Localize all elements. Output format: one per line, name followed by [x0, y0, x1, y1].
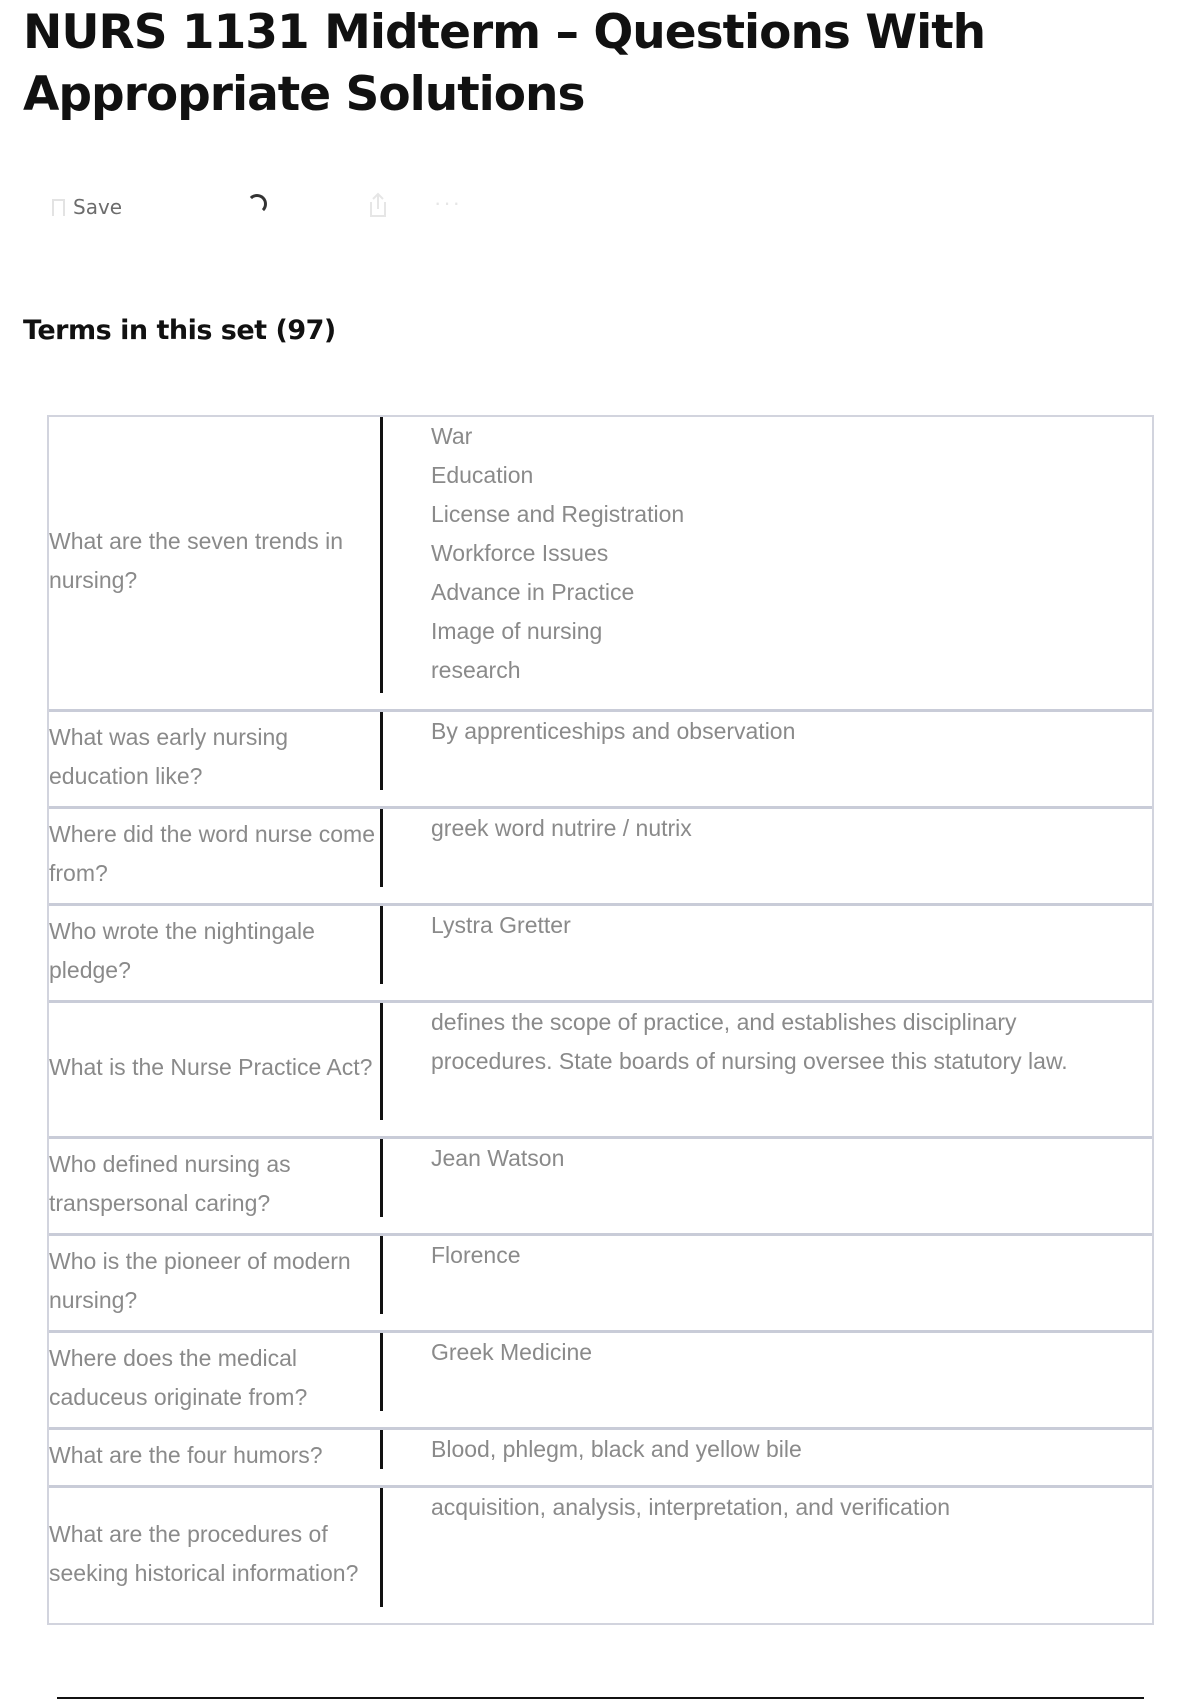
term-answer: greek word nutrire / nutrix — [431, 815, 692, 841]
table-row — [49, 417, 1152, 712]
term-question: Who wrote the nightingale pledge? — [49, 918, 315, 983]
page-title: NURS 1131 Midterm – Questions With Appropriate Solutions — [23, 5, 986, 122]
toolbar — [52, 190, 552, 224]
save-label: Save — [73, 195, 123, 219]
table-row — [49, 1488, 1152, 1623]
table-row — [49, 809, 1152, 906]
term-question: What are the four humors? — [49, 1442, 323, 1468]
table-row — [49, 906, 1152, 1003]
term-answer: By apprenticeships and observation — [431, 718, 796, 744]
term-question: Where does the medical caduceus originate from? — [49, 1345, 308, 1410]
term-question: What was early nursing education like? — [49, 724, 289, 789]
term-question: Who defined nursing as transpersonal caring? — [49, 1151, 291, 1216]
more-button[interactable] — [434, 192, 462, 214]
table-row — [49, 1236, 1152, 1333]
table-row — [49, 1003, 1152, 1139]
share-icon — [367, 192, 389, 218]
spinner-icon — [247, 194, 267, 214]
term-question: What are the procedures of seeking historical information? — [49, 1520, 359, 1586]
term-answer: Florence — [431, 1242, 521, 1268]
table-row — [49, 1333, 1152, 1430]
share-button[interactable] — [367, 192, 389, 218]
more-dots-icon: ··· — [434, 190, 462, 215]
page-divider — [57, 1697, 1144, 1699]
term-question: Who is the pioneer of modern nursing? — [49, 1248, 351, 1313]
terms-set-heading: Terms in this set (97) — [23, 315, 336, 346]
term-question: What is the Nurse Practice Act? — [49, 1054, 373, 1080]
table-row — [49, 1139, 1152, 1236]
terms-table — [47, 415, 1154, 1625]
term-answer: Lystra Gretter — [431, 912, 571, 938]
table-row — [49, 712, 1152, 809]
bookmark-icon — [52, 199, 65, 216]
term-answer: defines the scope of practice, and establishes disciplinary procedures. State boards of nursing oversee this statutory law. — [431, 1009, 1068, 1074]
table-row — [49, 1430, 1152, 1488]
term-answer: Blood, phlegm, black and yellow bile — [431, 1436, 802, 1462]
term-question: What are the seven trends in nursing? — [49, 528, 344, 593]
term-answer: Jean Watson — [431, 1145, 565, 1171]
term-answer: Greek Medicine — [431, 1339, 593, 1365]
term-answer: acquisition, analysis, interpretation, and verification — [431, 1494, 951, 1520]
term-question: Where did the word nurse come from? — [49, 821, 375, 886]
save-button[interactable] — [52, 190, 122, 224]
term-answer: War Education License and Registration Workforce Issues Advance in Practice Image of nursing research — [431, 423, 685, 683]
